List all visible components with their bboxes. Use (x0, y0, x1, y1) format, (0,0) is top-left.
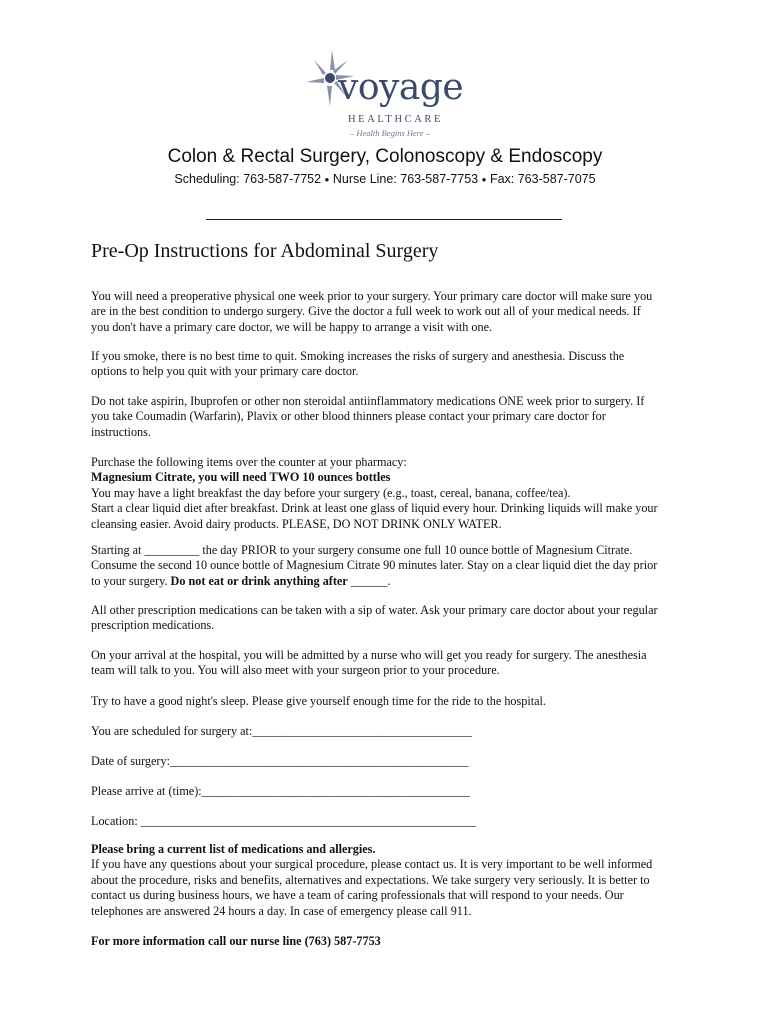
text-line (91, 574, 691, 589)
voyage-healthcare-logo (300, 48, 470, 140)
text-line: Please arrive at (time):____________________________________________ (91, 784, 470, 798)
paragraph-smoking (91, 349, 691, 380)
text-line: instructions. (91, 424, 151, 439)
text-line: You will need a preoperative physical one week prior to your surgery. Your primary care doctor will make sure you (91, 289, 653, 303)
paragraph-physical (91, 289, 691, 335)
text-line: are in the best condition to undergo surgery. Give the doctor a full week to work out all of your medical needs. If (91, 304, 641, 319)
paragraph-sleep (91, 694, 691, 709)
paragraph-medications (91, 394, 691, 440)
paragraph-magnesium (91, 543, 691, 589)
fax-number: Fax: 763-587-7075 (489, 172, 596, 186)
bold-text: Do not eat or drink anything after (170, 573, 348, 588)
text-line (91, 842, 691, 857)
text-line: If you have any questions about your surgical procedure, please contact us. It is very important to be well informed (91, 857, 653, 872)
text-line: about the procedure, risks and benefits, alternatives and expectations. We take surgery very seriously. It is better to (91, 872, 650, 887)
text-line: Purchase the following items over the counter at your pharmacy: (91, 455, 407, 469)
field-location (91, 814, 691, 829)
logo-tagline: – Health Begins Here – (350, 128, 430, 138)
nurse-line-phone: Nurse Line: 763-587-7753 (332, 172, 479, 186)
paragraph-prescriptions (91, 603, 691, 634)
field-scheduled-time (91, 724, 691, 739)
paragraph-questions (91, 842, 691, 919)
header-divider (206, 219, 562, 220)
text-span: to your surgery. (91, 573, 171, 588)
text-line: You are scheduled for surgery at:____________________________________ (91, 724, 472, 738)
text-line: If you smoke, there is no best time to quit. Smoking increases the risks of surgery and anesthesia. Discuss the (91, 349, 625, 363)
bold-text: Magnesium Citrate, you will need TWO 10 ounces bottles (91, 470, 391, 485)
text-line: Start a clear liquid diet after breakfast. Drink at least one glass of liquid every hour. Drinking liquids will make your (91, 501, 658, 516)
text-line: All other prescription medications can be taken with a sip of water. Ask your primary care doctor about your regular (91, 603, 658, 617)
text-span: ______. (347, 573, 391, 588)
bullet-separator: ● (481, 175, 487, 185)
paragraph-arrival (91, 648, 691, 679)
text-line: Do not take aspirin, Ibuprofen or other non steroidal antiinflammatory medications ONE week prior to surgery. If (91, 394, 645, 408)
text-line: telephones are answered 24 hours a day. In case of emergency please call 911. (91, 903, 472, 918)
bold-text: For more information call our nurse line (763) 587-7753 (91, 934, 381, 948)
field-arrival-time (91, 784, 691, 799)
contact-line (0, 172, 770, 186)
text-line: On your arrival at the hospital, you will be admitted by a nurse who will get you ready for surgery. The anesthesia (91, 648, 647, 662)
bold-text: Please bring a current list of medications and allergies. (91, 842, 376, 856)
text-line: Consume the second 10 ounce bottle of Magnesium Citrate 90 minutes later. Stay on a clear liquid diet the day prior (91, 558, 658, 573)
text-line: Date of surgery:_________________________________________________ (91, 754, 469, 768)
text-line: you take Coumadin (Warfarin), Plavix or other blood thinners please contact your primary care doctor for (91, 409, 606, 424)
logo-subtitle: HEALTHCARE (348, 114, 444, 125)
scheduling-phone: Scheduling: 763-587-7752 (174, 172, 322, 186)
footer-nurse-line (91, 934, 691, 949)
text-line: You may have a light breakfast the day before your surgery (e.g., toast, cereal, banana, coffee/tea). (91, 485, 571, 500)
department-title: Colon & Rectal Surgery, Colonoscopy & Endoscopy (167, 146, 603, 167)
text-line (91, 470, 691, 485)
text-line (91, 934, 691, 949)
page-title: Pre-Op Instructions for Abdominal Surgery (91, 240, 439, 262)
text-line: Location: _______________________________________________________ (91, 814, 476, 828)
paragraph-pharmacy (91, 455, 691, 532)
text-line: cleansing easier. Avoid dairy products. PLEASE, DO NOT DRINK ONLY WATER. (91, 516, 502, 531)
text-line: you don't have a primary care doctor, we will be happy to arrange a visit with one. (91, 319, 493, 334)
text-line: team will talk to you. You will also meet with your surgeon prior to your procedure. (91, 663, 500, 678)
text-line: Starting at _________ the day PRIOR to your surgery consume one full 10 ounce bottle of Magnesium Citrate. (91, 543, 633, 557)
bullet-separator: ● (324, 175, 330, 185)
text-line: prescription medications. (91, 618, 215, 633)
field-date-of-surgery (91, 754, 691, 769)
logo-wordmark: voyage (338, 67, 464, 108)
text-line: Try to have a good night's sleep. Please give yourself enough time for the ride to the hospital. (91, 694, 546, 708)
text-line: contact us during business hours, we have a team of caring professionals that will respond to your needs. Our (91, 888, 624, 903)
text-line: options to help you quit with your primary care doctor. (91, 364, 359, 379)
